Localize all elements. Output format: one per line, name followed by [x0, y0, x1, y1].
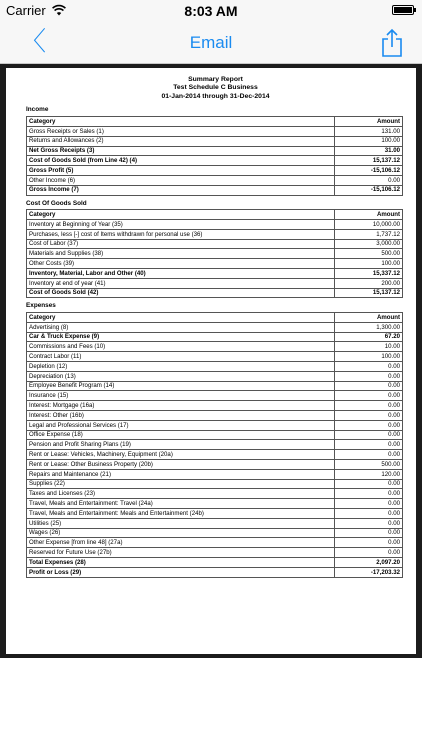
amount-header: Amount: [335, 313, 403, 323]
category-cell: Other Expense [from line 48] (27a): [27, 538, 335, 548]
table-row: [27, 288, 403, 298]
navigation-bar: [0, 22, 422, 64]
category-cell: Total Expenses (28): [27, 557, 335, 567]
document-viewer[interactable]: [0, 64, 422, 658]
table-row: [27, 136, 403, 146]
share-icon[interactable]: [380, 28, 404, 58]
table-row: [27, 278, 403, 288]
category-cell: Returns and Allowances (2): [27, 136, 335, 146]
amount-cell: -15,106.12: [335, 166, 403, 176]
category-cell: Other Income (6): [27, 175, 335, 185]
amount-header: Amount: [335, 117, 403, 127]
amount-cell: 500.00: [335, 249, 403, 259]
category-cell: Rent or Lease: Other Business Property (20b): [27, 460, 335, 470]
table-header-row: [27, 313, 403, 323]
table-row: [27, 489, 403, 499]
table-row: [27, 509, 403, 519]
amount-header: Amount: [335, 210, 403, 220]
amount-cell: 0.00: [335, 175, 403, 185]
category-cell: Gross Profit (5): [27, 166, 335, 176]
category-cell: Materials and Supplies (38): [27, 249, 335, 259]
category-cell: Interest: Other (16b): [27, 411, 335, 421]
table-row: [27, 460, 403, 470]
category-cell: Net Gross Receipts (3): [27, 146, 335, 156]
amount-cell: 0.00: [335, 499, 403, 509]
amount-cell: -15,106.12: [335, 185, 403, 195]
amount-cell: 0.00: [335, 450, 403, 460]
report-title: Summary Report: [188, 76, 243, 83]
category-cell: Insurance (15): [27, 391, 335, 401]
table-row: [27, 352, 403, 362]
table-row: [27, 146, 403, 156]
category-header: Category: [27, 117, 335, 127]
table-row: [27, 220, 403, 230]
table-row: [27, 239, 403, 249]
amount-cell: 31.00: [335, 146, 403, 156]
table-row: [27, 450, 403, 460]
table-row: [27, 557, 403, 567]
amount-cell: 0.00: [335, 401, 403, 411]
table-row: [27, 229, 403, 239]
table-header-row: [27, 210, 403, 220]
category-cell: Depletion (12): [27, 362, 335, 372]
carrier-label: Carrier: [6, 3, 46, 18]
amount-cell: 0.00: [335, 509, 403, 519]
amount-cell: 0.00: [335, 381, 403, 391]
table-row: [27, 322, 403, 332]
background-area: [0, 658, 422, 750]
expenses-section-title: Expenses: [26, 302, 56, 310]
expenses-table: [26, 312, 403, 578]
category-cell: Gross Receipts or Sales (1): [27, 126, 335, 136]
category-cell: Purchases, less [-] cost of Items withdrawn for personal use (36): [27, 229, 335, 239]
amount-cell: 1,737.12: [335, 229, 403, 239]
amount-cell: 100.00: [335, 259, 403, 269]
category-cell: Rent or Lease: Vehicles, Machinery, Equipment (20a): [27, 450, 335, 460]
category-cell: Car & Truck Expense (9): [27, 332, 335, 342]
back-chevron-icon[interactable]: 〈: [20, 27, 47, 57]
table-row: [27, 362, 403, 372]
amount-cell: 0.00: [335, 420, 403, 430]
table-row: [27, 548, 403, 558]
amount-cell: 120.00: [335, 469, 403, 479]
category-cell: Wages (26): [27, 528, 335, 538]
category-cell: Repairs and Maintenance (21): [27, 469, 335, 479]
amount-cell: 0.00: [335, 391, 403, 401]
category-cell: Inventory, Material, Labor and Other (40): [27, 268, 335, 278]
table-row: [27, 440, 403, 450]
category-cell: Reserved for Future Use (27b): [27, 548, 335, 558]
category-header: Category: [27, 210, 335, 220]
status-time: 8:03 AM: [184, 3, 238, 19]
amount-cell: 0.00: [335, 430, 403, 440]
amount-cell: 100.00: [335, 352, 403, 362]
amount-cell: 0.00: [335, 528, 403, 538]
category-cell: Office Expense (18): [27, 430, 335, 440]
amount-cell: 2,097.20: [335, 557, 403, 567]
cogs-table: [26, 209, 403, 298]
amount-cell: 0.00: [335, 479, 403, 489]
status-bar: [0, 0, 422, 22]
category-cell: Profit or Loss (29): [27, 567, 335, 577]
table-row: [27, 166, 403, 176]
table-row: [27, 175, 403, 185]
category-cell: Interest: Mortgage (16a): [27, 401, 335, 411]
report-content: [26, 76, 405, 582]
cogs-section-title: Cost Of Goods Sold: [26, 199, 87, 207]
category-cell: Pension and Profit Sharing Plans (19): [27, 440, 335, 450]
category-cell: Cost of Goods Sold (42): [27, 288, 335, 298]
amount-cell: 3,000.00: [335, 239, 403, 249]
category-cell: Travel, Meals and Entertainment: Meals and Entertainment (24b): [27, 509, 335, 519]
amount-cell: -17,203.32: [335, 567, 403, 577]
amount-cell: 131.00: [335, 126, 403, 136]
income-table: [26, 116, 403, 195]
table-row: [27, 411, 403, 421]
category-cell: Cost of Goods Sold (from Line 42) (4): [27, 156, 335, 166]
category-cell: Commissions and Fees (10): [27, 342, 335, 352]
category-cell: Other Costs (39): [27, 259, 335, 269]
table-row: [27, 332, 403, 342]
table-row: [27, 268, 403, 278]
amount-cell: 0.00: [335, 371, 403, 381]
amount-cell: 200.00: [335, 278, 403, 288]
amount-cell: 15,137.12: [335, 288, 403, 298]
table-row: [27, 185, 403, 195]
category-header: Category: [27, 313, 335, 323]
table-row: [27, 538, 403, 548]
category-cell: Travel, Meals and Entertainment: Travel (24a): [27, 499, 335, 509]
report-header: [26, 76, 405, 101]
amount-cell: 1,300.00: [335, 322, 403, 332]
category-cell: Contract Labor (11): [27, 352, 335, 362]
amount-cell: 15,337.12: [335, 268, 403, 278]
table-row: [27, 479, 403, 489]
amount-cell: 0.00: [335, 489, 403, 499]
amount-cell: 100.00: [335, 136, 403, 146]
amount-cell: 0.00: [335, 440, 403, 450]
category-cell: Inventory at Beginning of Year (35): [27, 220, 335, 230]
amount-cell: 10.00: [335, 342, 403, 352]
category-cell: Employee Benefit Program (14): [27, 381, 335, 391]
table-row: [27, 469, 403, 479]
table-row: [27, 371, 403, 381]
amount-cell: 15,137.12: [335, 156, 403, 166]
amount-cell: 67.20: [335, 332, 403, 342]
amount-cell: 0.00: [335, 411, 403, 421]
table-row: [27, 430, 403, 440]
table-row: [27, 391, 403, 401]
amount-cell: 0.00: [335, 518, 403, 528]
table-row: [27, 156, 403, 166]
category-cell: Legal and Professional Services (17): [27, 420, 335, 430]
battery-icon: [392, 5, 414, 15]
table-row: [27, 342, 403, 352]
amount-cell: 0.00: [335, 362, 403, 372]
amount-cell: 0.00: [335, 548, 403, 558]
table-row: [27, 126, 403, 136]
income-section-title: Income: [26, 106, 49, 114]
category-cell: Gross Income (7): [27, 185, 335, 195]
table-row: [27, 381, 403, 391]
table-row: [27, 528, 403, 538]
table-row: [27, 567, 403, 577]
document-page: [6, 68, 416, 654]
table-row: [27, 420, 403, 430]
category-cell: Cost of Labor (37): [27, 239, 335, 249]
category-cell: Inventory at end of year (41): [27, 278, 335, 288]
category-cell: Utilities (25): [27, 518, 335, 528]
amount-cell: 500.00: [335, 460, 403, 470]
table-header-row: [27, 117, 403, 127]
report-period: 01-Jan-2014 through 31-Dec-2014: [161, 92, 270, 100]
amount-cell: 10,000.00: [335, 220, 403, 230]
nav-title: Email: [189, 33, 233, 52]
category-cell: Taxes and Licenses (23): [27, 489, 335, 499]
table-row: [27, 259, 403, 269]
category-cell: Depreciation (13): [27, 371, 335, 381]
table-row: [27, 401, 403, 411]
table-row: [27, 499, 403, 509]
category-cell: Advertising (8): [27, 322, 335, 332]
amount-cell: 0.00: [335, 538, 403, 548]
report-subtitle: Test Schedule C Business: [173, 84, 258, 92]
table-row: [27, 249, 403, 259]
table-row: [27, 518, 403, 528]
category-cell: Supplies (22): [27, 479, 335, 489]
